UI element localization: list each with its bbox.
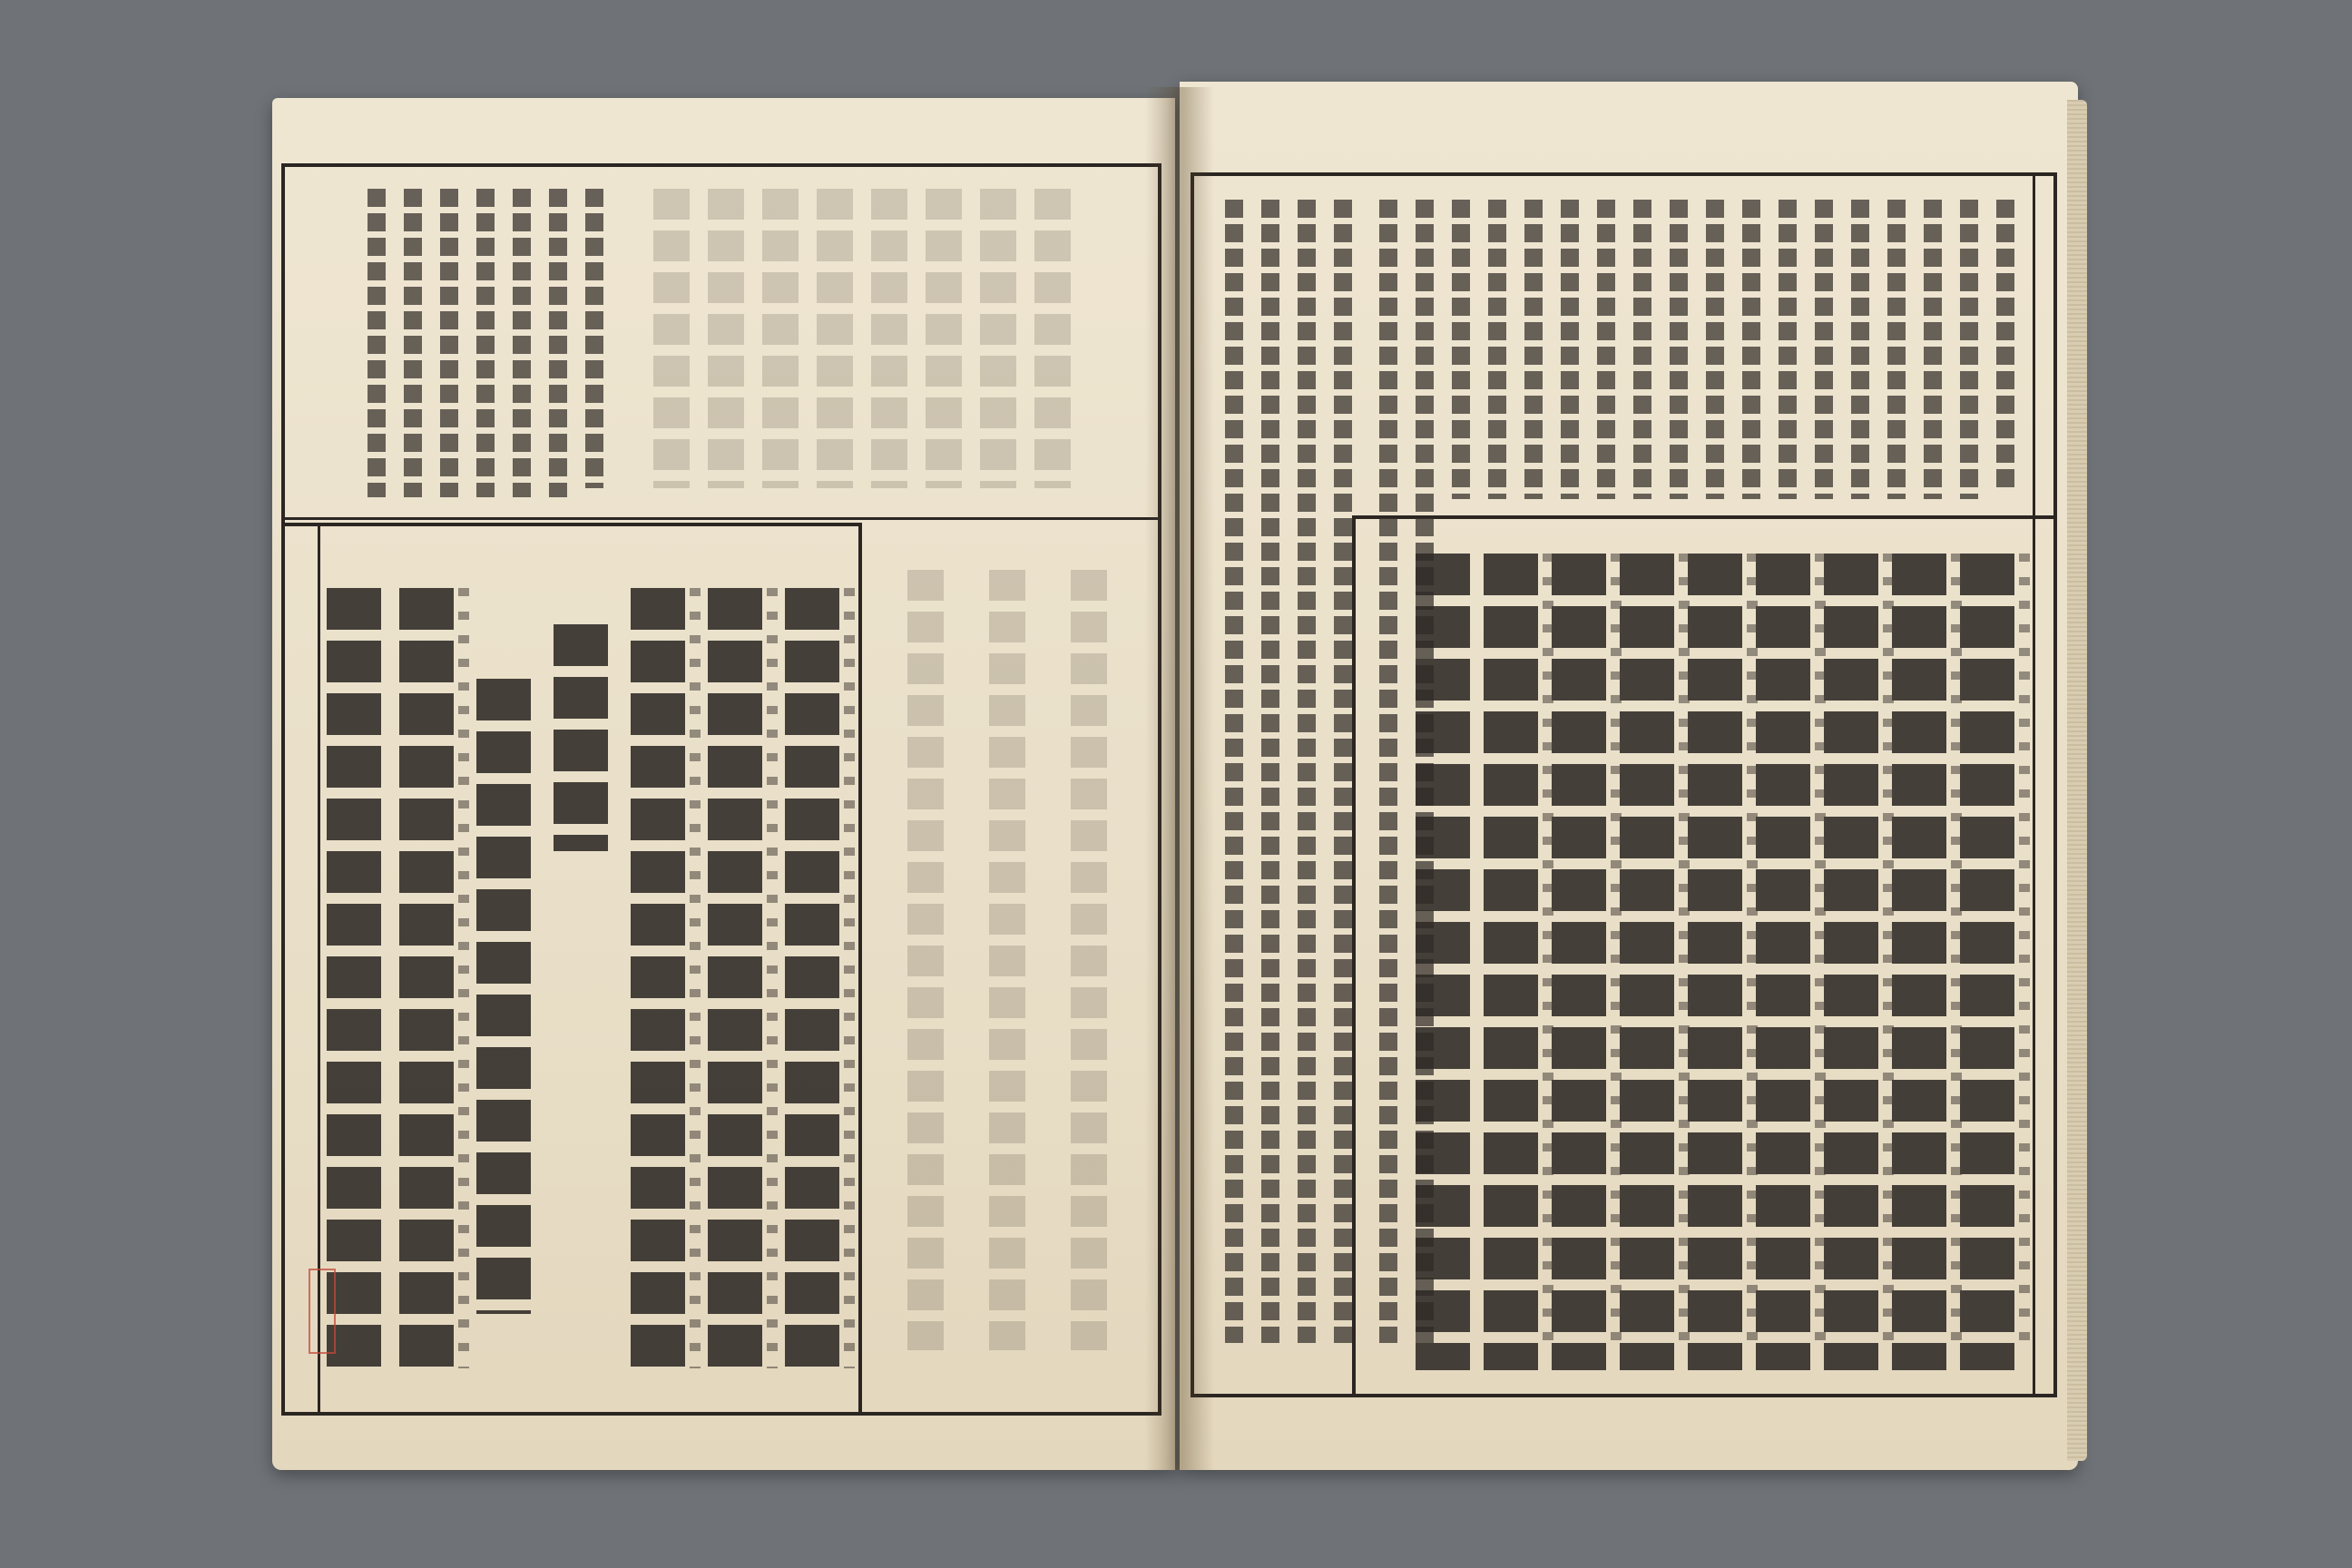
book-gutter-shadow xyxy=(1145,87,1214,1470)
book-page-edges xyxy=(2067,100,2087,1461)
left-page-red-seal xyxy=(309,1269,336,1354)
right-page xyxy=(1180,82,2078,1470)
right-page-margin-line xyxy=(2033,176,2035,1394)
left-page xyxy=(272,98,1175,1470)
left-page-divider-line xyxy=(281,517,1161,520)
